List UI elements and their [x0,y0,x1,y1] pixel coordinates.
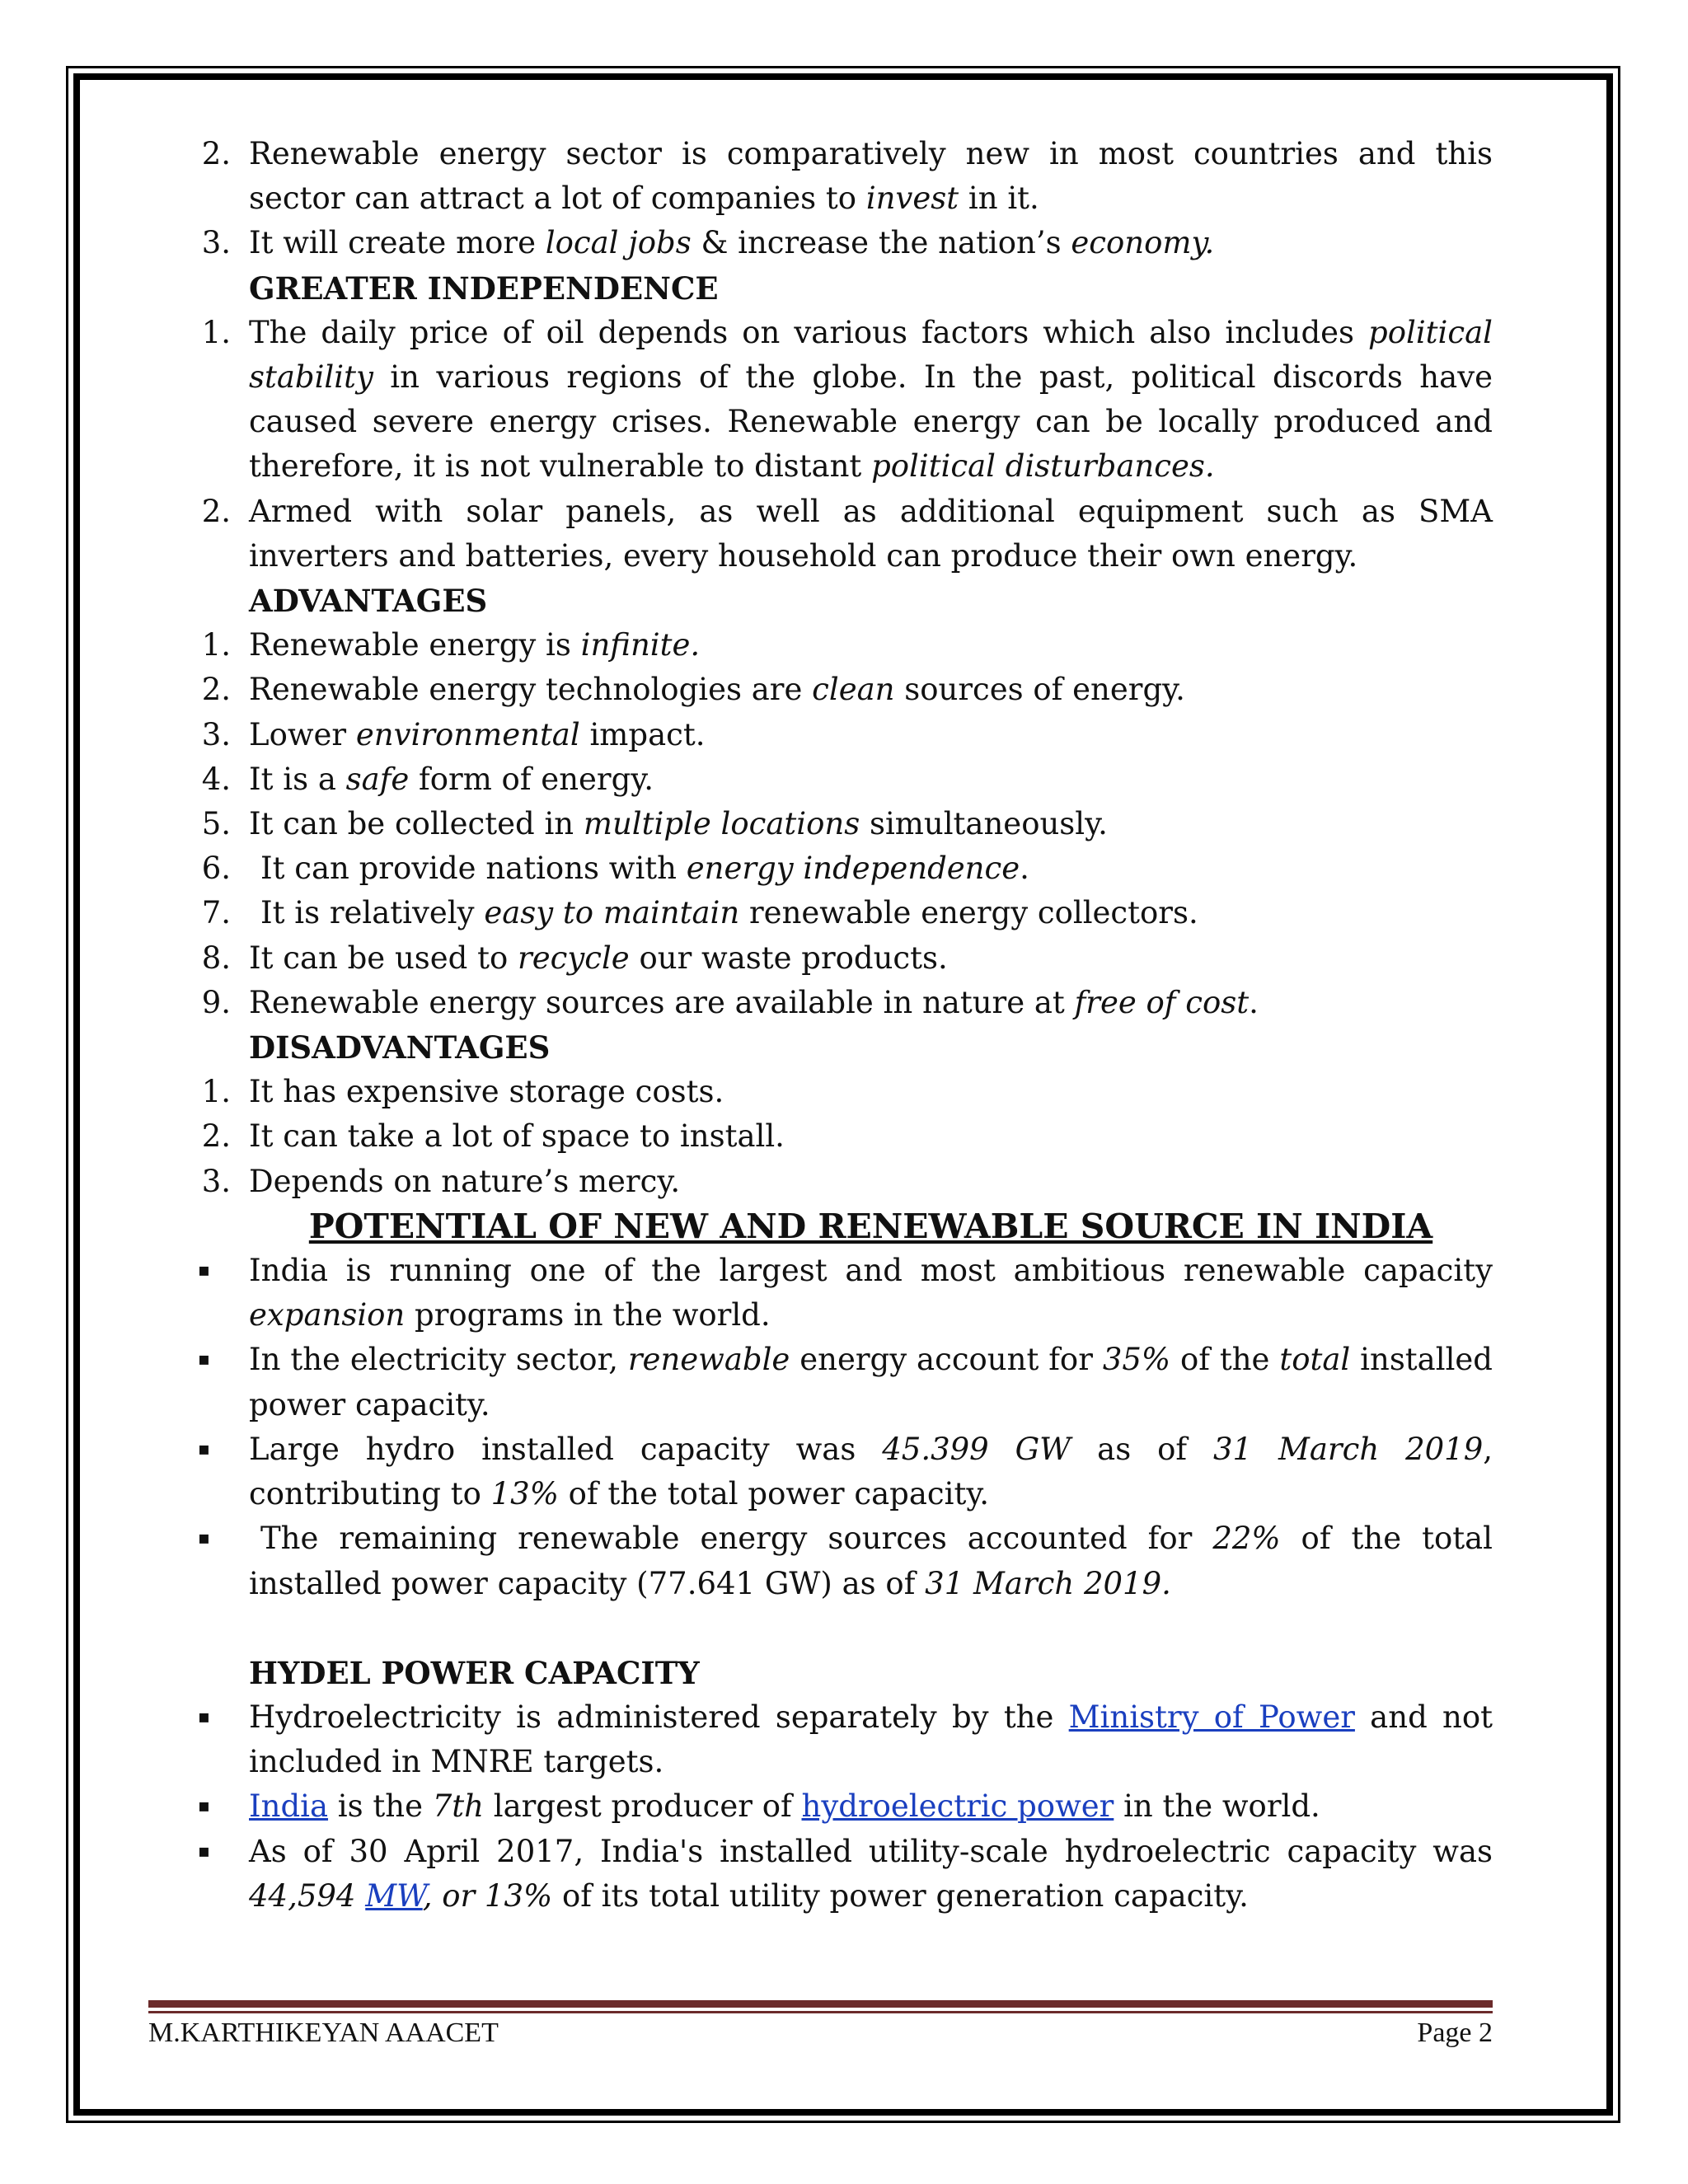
text-run: Armed with solar panels, as well as additional equipment such as SMA inverters and batteries, every household can produce their own energy. [249,493,1493,574]
text-run: as of [1071,1431,1213,1467]
list-item-text [249,717,705,752]
list-item [195,490,1493,579]
text-run: energy account for [790,1342,1103,1378]
footer-author: M.KARTHIKEYAN AAACET [148,2018,499,2048]
list-item [195,1338,1493,1427]
emphasis-text: renewable [627,1342,790,1378]
emphasis-text: total [1279,1342,1351,1378]
text-run: our waste products. [629,940,948,976]
list-item [195,1070,1493,1114]
list-item-text [249,136,1493,216]
list-item [195,891,1493,935]
hydel-list [195,1695,1493,1919]
list-item-text [249,1118,785,1154]
emphasis-text: environmental [355,716,580,752]
list-item-text [249,985,1259,1020]
list-number: 6. [201,851,231,887]
emphasis-text: 44,594 [249,1877,366,1914]
list-item [195,713,1493,757]
text-run: in it. [959,180,1039,217]
bullet-icon: ▪ [198,1840,210,1862]
emphasis-text: 22% [1212,1521,1281,1557]
text-run: It can be collected in [249,806,584,842]
list-item-text [249,1074,724,1109]
list-item [195,132,1493,221]
text-run: It can take a lot of space to install. [249,1118,785,1155]
emphasis-text: 31 March 2019. [925,1565,1171,1601]
text-run: in the world. [1114,1788,1320,1825]
footer-page-number: Page 2 [1417,2018,1493,2048]
list-item-text [249,762,654,797]
emphasis-text: political stability [249,314,1493,396]
text-run: It has expensive storage costs. [249,1074,724,1110]
potential-list [195,1249,1493,1606]
greater-independence-list [195,311,1493,579]
text-run: , contributing to [249,1431,1493,1512]
text-run: . [1249,984,1259,1020]
list-item-text [249,1432,1493,1511]
bullet-icon: ▪ [198,1260,210,1282]
list-number: 2. [201,136,231,171]
list-number: 8. [201,940,231,976]
bullet-icon: ▪ [198,1528,210,1549]
list-item-text [249,627,700,663]
text-run: The daily price of oil depends on various factors which also includes [249,314,1369,350]
list-item [195,1784,1493,1829]
emphasis-text: safe [345,761,410,797]
list-item-text [249,225,1214,260]
text-run: form of energy. [409,761,654,797]
text-run: As of 30 April 2017, India's installed utility-scale hydroelectric capacity was [249,1833,1493,1869]
emphasis-text: local jobs [545,225,692,261]
text-run: Renewable energy is [249,627,581,663]
emphasis-text: 7th [432,1788,484,1825]
greater-independence-heading: GREATER INDEPENDENCE [249,269,719,307]
text-run: simultaneously. [860,806,1108,842]
list-item-text [249,1788,1320,1824]
list-number: 9. [201,984,231,1020]
emphasis-text: 45.399 GW [882,1431,1071,1467]
list-item-text [249,1834,1493,1914]
footer-rule-thin [148,2011,1493,2013]
list-item [195,802,1493,846]
text-run: It is relatively [260,895,485,931]
list-number: 2. [201,672,231,708]
footer-rule-thick [148,2000,1493,2008]
text-run: Renewable energy sector is comparatively new in most countries and this sector can attract a lot of companies to [249,136,1493,217]
emphasis-text: economy. [1071,225,1215,261]
emphasis-text: invest [865,180,959,217]
text-run: impact. [579,716,706,752]
list-item-text [249,1699,1493,1779]
list-number: 2. [201,493,231,529]
list-number: 4. [201,761,231,797]
potential-section-title: POTENTIAL OF NEW AND RENEWABLE SOURCE IN INDIA [308,1206,1433,1246]
text-run: in various regions of the globe. In the past, political discords have caused severe energy crises. Renewable energy can be locally produced and therefore, it is not vulnerable to distant [249,359,1493,485]
emphasis-text: 35% [1102,1342,1171,1378]
list-item [195,757,1493,802]
text-run: Lower [249,716,356,752]
hyperlink[interactable]: India [249,1788,329,1825]
list-item [195,1516,1493,1605]
text-run: It can be used to [249,940,518,976]
list-item-text [249,940,948,976]
emphasis-text: expansion [249,1297,406,1333]
disadvantages-list [195,1070,1493,1204]
text-run: of its total utility power generation capacity. [552,1877,1249,1914]
hydel-heading: HYDEL POWER CAPACITY [249,1654,700,1691]
text-run: Renewable energy technologies are [249,672,813,708]
text-run: India is running one of the largest and most ambitious renewable capacity [249,1253,1493,1289]
list-item [195,1427,1493,1516]
text-run: Hydroelectricity is administered separately by the [249,1699,1069,1735]
list-item-text [249,315,1493,485]
list-item [195,1249,1493,1338]
text-run: In the electricity sector, [249,1342,628,1378]
list-item-text [249,851,1029,886]
text-run: is the [328,1788,433,1825]
emphasis-text: multiple locations [583,806,860,842]
benefits-list-top [195,132,1493,266]
text-run: The remaining renewable energy sources accounted for [260,1521,1213,1557]
emphasis-text: political disturbances. [871,448,1215,485]
bullet-icon: ▪ [198,1349,210,1371]
text-run: and not included in MNRE targets. [249,1699,1493,1780]
list-item [195,668,1493,712]
list-number: 3. [201,716,231,752]
bullet-icon: ▪ [198,1438,210,1460]
list-item [195,936,1493,981]
advantages-heading: ADVANTAGES [249,583,488,620]
bullet-icon: ▪ [198,1796,210,1817]
list-item [195,1114,1493,1159]
hyperlink[interactable]: hydroelectric power [801,1788,1114,1825]
emphasis-text: recycle [518,940,630,976]
text-run: It will create more [249,225,546,261]
list-number: 3. [201,225,231,261]
emphasis-text: infinite. [580,627,701,663]
list-item [195,1830,1493,1919]
text-run: It can provide nations with [260,851,687,887]
text-run: programs in the world. [405,1297,771,1333]
disadvantages-heading: DISADVANTAGES [249,1029,551,1066]
list-item [195,1160,1493,1204]
list-item-text [249,1342,1493,1422]
text-run: . [1020,851,1029,887]
list-number: 3. [201,1163,231,1199]
list-number: 1. [201,627,231,663]
list-item [195,311,1493,490]
list-number: 5. [201,806,231,842]
hyperlink[interactable]: MW [365,1877,423,1914]
advantages-list [195,623,1493,1025]
emphasis-text: 31 March 2019 [1212,1431,1484,1467]
emphasis-text: 13% [490,1476,559,1512]
emphasis-text: easy to maintain [484,895,740,931]
text-run: renewable energy collectors. [739,895,1198,931]
list-item [195,1695,1493,1784]
bullet-icon: ▪ [198,1706,210,1727]
list-item-text [249,806,1108,841]
list-item [195,981,1493,1025]
text-run: Depends on nature’s mercy. [249,1163,681,1199]
list-item-text [249,1253,1493,1333]
text-run: sources of energy. [894,672,1185,708]
text-run: largest producer of [483,1788,802,1825]
text-run: installed power capacity. [249,1342,1493,1422]
list-item-text [249,1521,1493,1601]
text-run: of the [1170,1342,1280,1378]
list-item-text [249,672,1185,707]
text-run: & increase the nation’s [691,225,1071,261]
text-run: It is a [249,761,346,797]
page-content [195,132,1493,1919]
text-run: Renewable energy sources are available in nature at [249,984,1075,1020]
list-item-text [249,1164,680,1199]
emphasis-text: , or 13% [422,1877,553,1914]
list-item-text [249,494,1493,574]
list-number: 2. [201,1118,231,1155]
emphasis-text: energy independence [686,851,1020,887]
text-run: Large hydro installed capacity was [249,1431,883,1467]
spacer [195,1606,1493,1651]
text-run: of the total installed power capacity (77.641 GW) as of [249,1521,1493,1601]
list-number: 7. [201,895,231,931]
emphasis-text: free of cost [1074,984,1250,1020]
list-item [195,846,1493,891]
list-item-text [249,895,1198,930]
text-run: of the total power capacity. [558,1476,990,1512]
list-number: 1. [201,314,231,350]
hyperlink[interactable]: Ministry of Power [1068,1699,1355,1735]
list-item [195,221,1493,265]
list-number: 1. [201,1074,231,1110]
list-item [195,623,1493,668]
emphasis-text: clean [812,672,895,708]
